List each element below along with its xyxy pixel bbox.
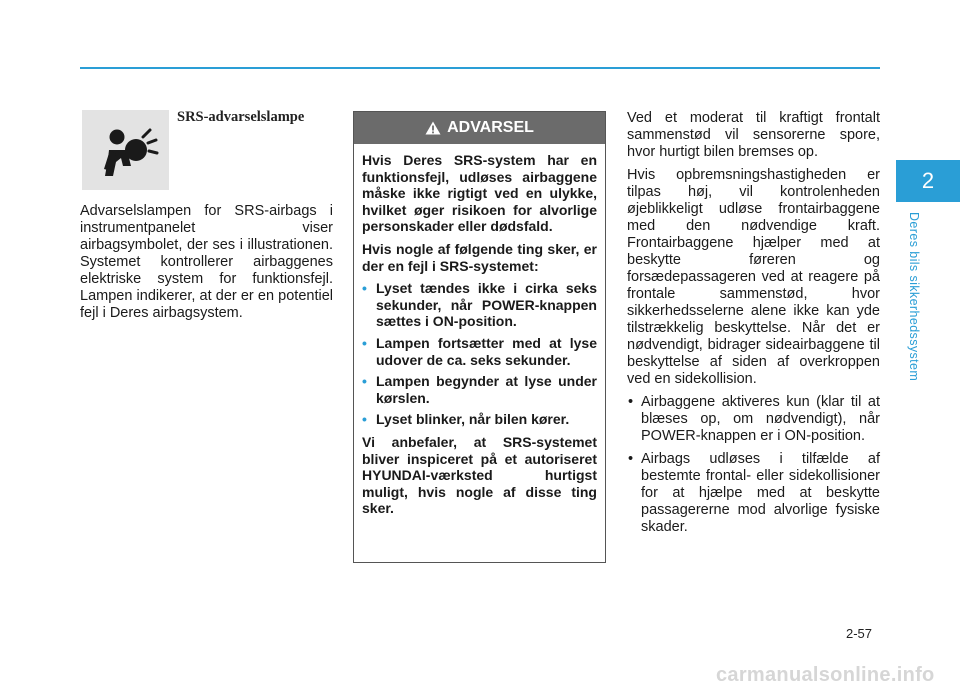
- right-list-item: • Airbaggene aktiveres kun (klar til at blæses op, om nødvendigt), når POWER-knappen er i ON-position.: [628, 394, 880, 444]
- page-number: 2-57: [846, 626, 873, 641]
- airbag-warning-icon: [82, 110, 169, 190]
- warning-header: [354, 112, 605, 144]
- chapter-title: Deres bils sikkerhedssystem: [907, 212, 921, 382]
- warning-list-item: • Lampen fortsætter med at lyse udover de ca. seks sekunder.: [362, 334, 597, 368]
- warning-para-2: Hvis nogle af følgende ting sker, er der en fejl i SRS-systemet:: [362, 240, 597, 274]
- warning-list-item: • Lampen begynder at lyse under kørslen.: [362, 373, 597, 406]
- right-list: [627, 394, 880, 536]
- right-column: [627, 110, 880, 542]
- warning-list: [362, 280, 597, 428]
- warning-list-item: • Lyset tændes ikke i cirka seks sekunder, når POWER-knappen sættes i ON-position.: [362, 280, 597, 330]
- header-rule: [80, 67, 880, 69]
- warning-box: [353, 111, 606, 563]
- watermark: carmanualsonline.info: [716, 664, 935, 686]
- right-para-2: Hvis opbremsningshastigheden er tilpas høj, vil kontrolenheden øjeblikkeligt udløse frontairbaggene med den nødvendige kraft. Frontairbaggene hjælper med at beskytte føreren og forsædepassageren ved at reagere på frontale sammenstød, hvor sikkerhedsselerne alene ikke kan yde tilstrækkelig beskyttelse. Når det er nødvendigt, bidrager sideairbaggene til beskyttelse af siden af overkroppen ved en sidekollision.: [627, 167, 880, 387]
- section-title: SRS-advarselslampe: [177, 109, 305, 125]
- right-para-1: Ved et moderat til kraftigt frontalt sammenstød vil sensorerne spore, hvor hurtigt bilen bremses op.: [627, 110, 880, 160]
- warning-para-3: Vi anbefaler, at SRS-systemet bliver inspiceret på et autoriseret HYUNDAI-værksted hurtigst muligt, hvis nogle af disse ting sker.: [362, 433, 597, 517]
- chapter-tab: 2: [896, 160, 960, 202]
- warning-heading: ADVARSEL: [447, 119, 534, 136]
- warning-list-item: • Lyset blinker, når bilen kører.: [362, 411, 570, 428]
- right-list-item: • Airbags udløses i tilfælde af bestemte frontal- eller sidekollisioner for at hjælpe med at beskytte passagererne mod alvorlige fysiske skader.: [628, 451, 880, 535]
- warning-triangle-icon: [425, 121, 441, 135]
- section-paragraph: Advarselslampen for SRS-airbags i instrumentpanelet viser airbagsymbolet, der ses i illustrationen. Systemet kontrollerer airbaggenes elektriske system for funktionsfejl. Lampen indikerer, at der er en potentiel fejl i Deres airbagsystem.: [80, 203, 333, 321]
- warning-para-1: Hvis Deres SRS-system har en funktionsfejl, udløses airbaggene måske ikke rigtigt ved en ulykke, hvilket øger risikoen for alvorlige personskader eller dødsfald.: [362, 152, 597, 235]
